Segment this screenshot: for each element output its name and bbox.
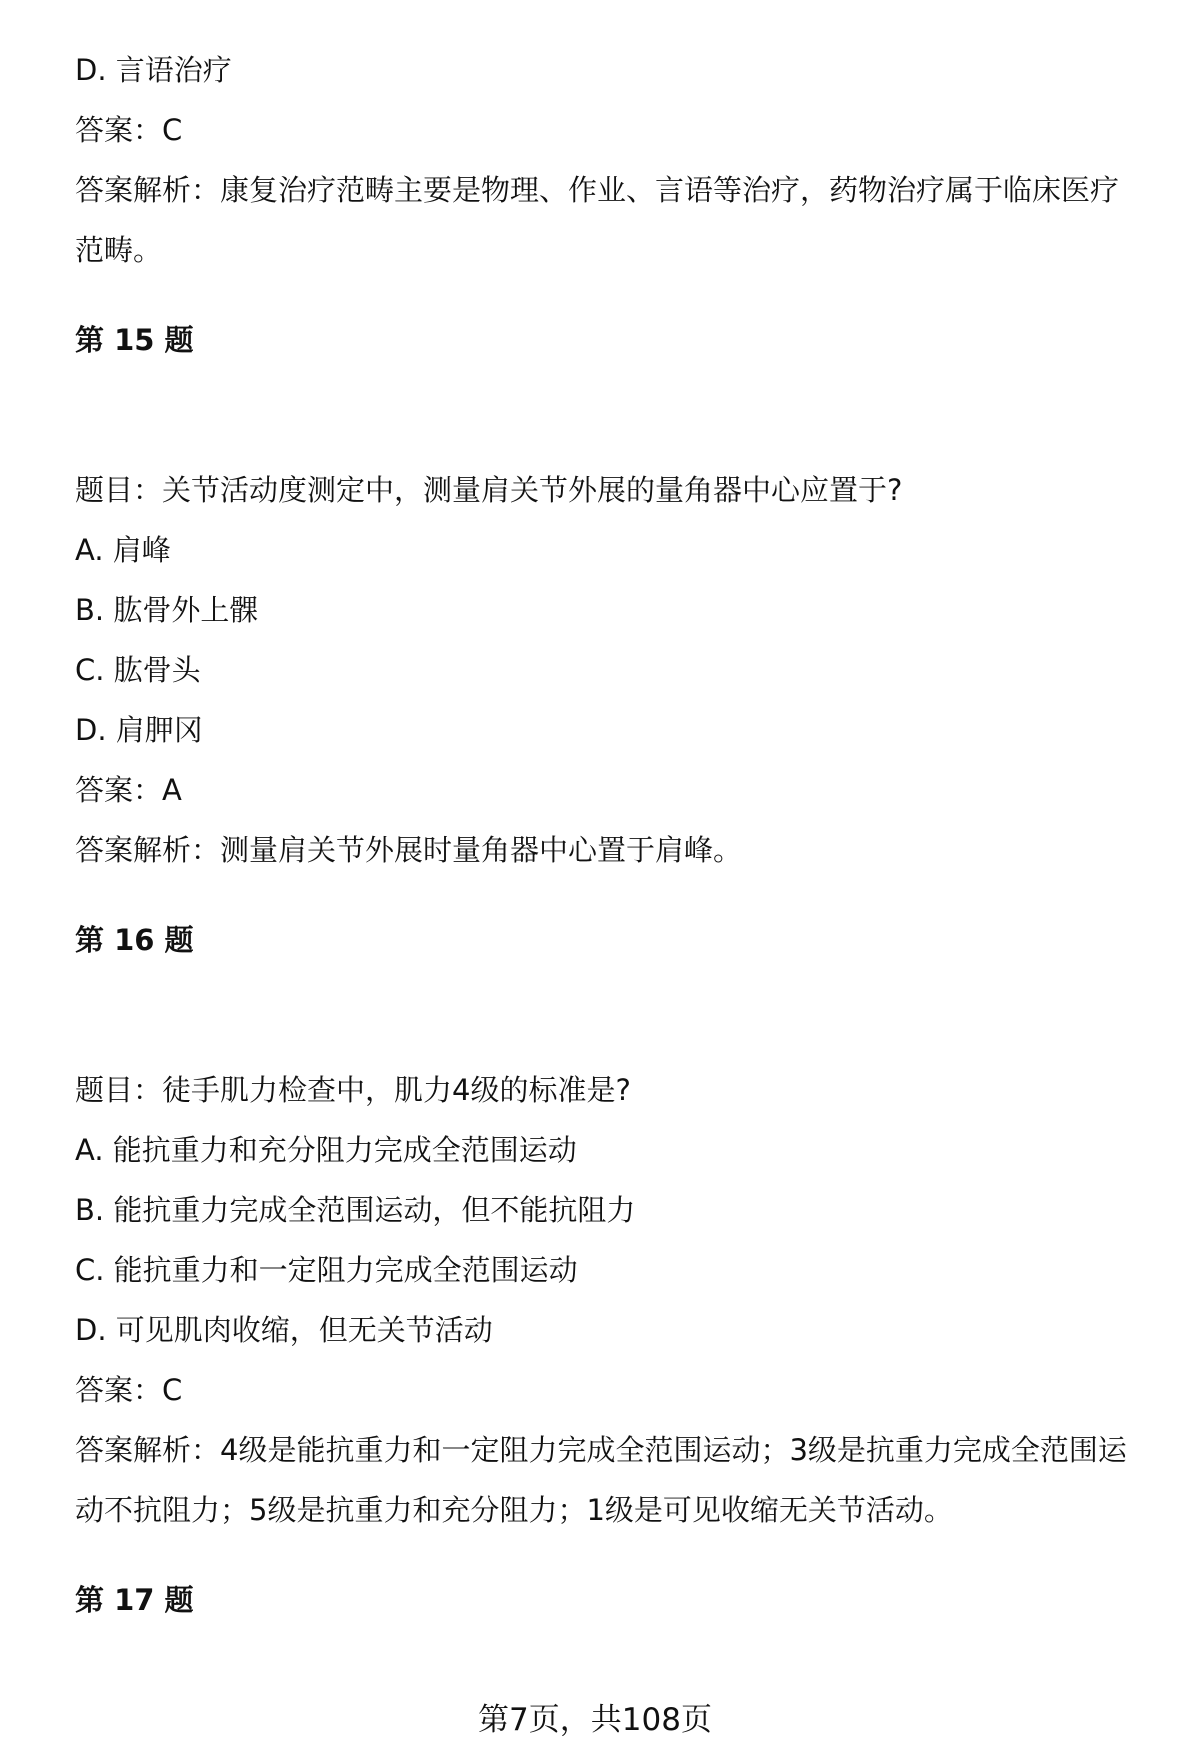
option-c: C. 肱骨头 <box>75 653 201 687</box>
question-text: 题目：关节活动度测定中，测量肩关节外展的量角器中心应置于? <box>75 473 903 507</box>
option-b: B. 肱骨外上髁 <box>75 593 259 627</box>
explanation-line-2: 动不抗阻力；5级是抗重力和充分阻力；1级是可见收缩无关节活动。 <box>75 1493 953 1527</box>
explanation-line-1: 答案解析：康复治疗范畴主要是物理、作业、言语等治疗，药物治疗属于临床医疗 <box>75 173 1120 207</box>
question-heading-15: 第 15 题 <box>75 323 194 357</box>
option-d: D. 可见肌肉收缩，但无关节活动 <box>75 1313 493 1347</box>
page-number: 第7页，共108页 <box>478 1702 712 1738</box>
explanation-line-2: 范畴。 <box>75 233 163 267</box>
option-b: B. 能抗重力完成全范围运动，但不能抗阻力 <box>75 1193 636 1227</box>
option-d: D. 言语治疗 <box>75 53 232 87</box>
option-d: D. 肩胛冈 <box>75 713 203 747</box>
question-heading-16: 第 16 题 <box>75 923 194 957</box>
explanation-line-1: 答案解析：测量肩关节外展时量角器中心置于肩峰。 <box>75 833 743 867</box>
option-a: A. 能抗重力和充分阻力完成全范围运动 <box>75 1133 577 1167</box>
option-a: A. 肩峰 <box>75 533 171 567</box>
question-text: 题目：徒手肌力检查中，肌力4级的标准是? <box>75 1073 631 1107</box>
answer: 答案：A <box>75 773 182 807</box>
answer: 答案：C <box>75 1373 183 1407</box>
answer: 答案：C <box>75 113 183 147</box>
option-c: C. 能抗重力和一定阻力完成全范围运动 <box>75 1253 578 1287</box>
explanation-line-1: 答案解析：4级是能抗重力和一定阻力完成全范围运动；3级是抗重力完成全范围运 <box>75 1433 1127 1467</box>
question-heading-17: 第 17 题 <box>75 1583 194 1617</box>
